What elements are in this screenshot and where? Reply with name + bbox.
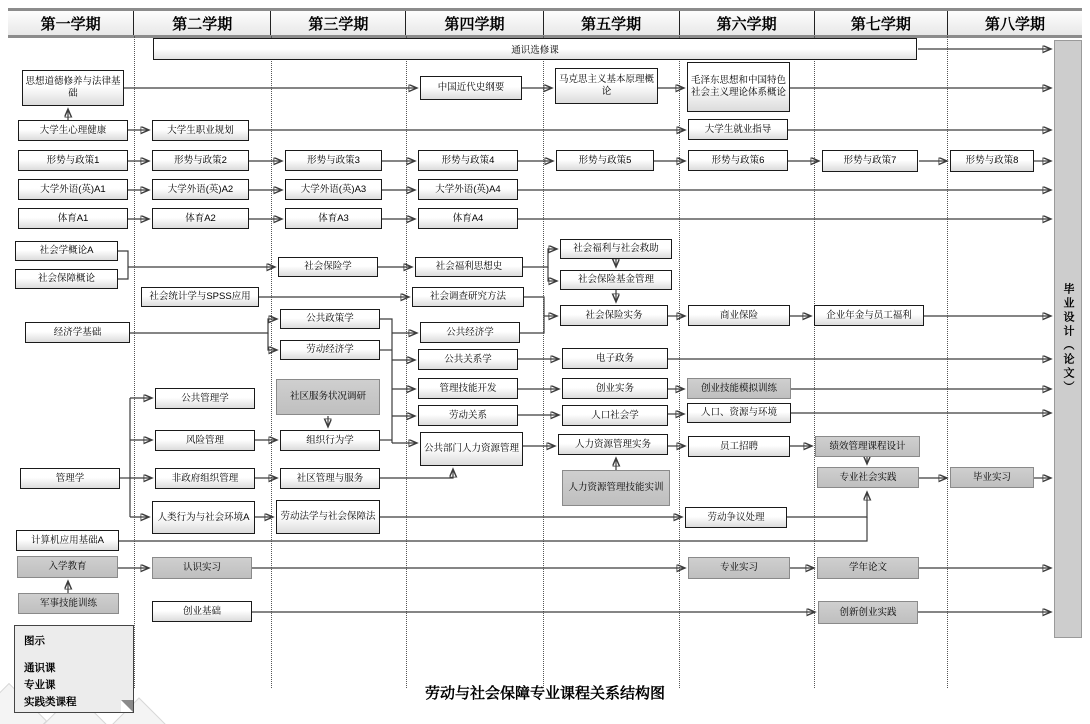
- course-box-modern-history[interactable]: 中国近代史纲要: [420, 76, 522, 100]
- column-divider: [814, 36, 815, 688]
- course-box-ss-intro[interactable]: 社会保障概论: [15, 269, 118, 289]
- course-box-econ-basic[interactable]: 经济学基础: [25, 322, 130, 343]
- course-box-welfare-aid[interactable]: 社会福利与社会救助: [560, 239, 672, 259]
- course-box-community-mgmt[interactable]: 社区管理与服务: [280, 468, 380, 489]
- course-box-marxism[interactable]: 马克思主义基本原理概论: [555, 68, 658, 104]
- course-box-prof-intern[interactable]: 专业实习: [688, 557, 790, 579]
- course-box-ideology[interactable]: 思想道德修养与法律基础: [22, 70, 124, 106]
- course-box-pe4[interactable]: 体育A4: [418, 208, 518, 229]
- course-box-community-survey[interactable]: 社区服务状况调研: [276, 379, 380, 415]
- semester-header-5: 第五学期: [543, 11, 679, 35]
- course-box-org-behavior[interactable]: 组织行为学: [280, 430, 380, 451]
- course-box-fsz2[interactable]: 形势与政策2: [152, 150, 249, 171]
- course-box-fsz5[interactable]: 形势与政策5: [556, 150, 654, 171]
- course-box-fsz3[interactable]: 形势与政策3: [285, 150, 382, 171]
- course-box-risk-mgmt[interactable]: 风险管理: [155, 430, 255, 451]
- course-box-pub-policy[interactable]: 公共政策学: [280, 309, 380, 329]
- column-divider: [406, 36, 407, 688]
- course-box-si-practice[interactable]: 社会保险实务: [560, 305, 668, 326]
- semester-header-3: 第三学期: [270, 11, 405, 35]
- course-box-pub-mgmt[interactable]: 公共管理学: [155, 388, 255, 409]
- semester-header-6: 第六学期: [679, 11, 814, 35]
- course-box-fsz4[interactable]: 形势与政策4: [418, 150, 518, 171]
- course-box-pe2[interactable]: 体育A2: [152, 208, 249, 229]
- course-box-entre-basic[interactable]: 创业基础: [152, 601, 252, 622]
- course-box-pub-hr[interactable]: 公共部门人力资源管理: [420, 432, 523, 466]
- course-box-perf-mgmt-design[interactable]: 绩效管理课程设计: [815, 436, 920, 457]
- legend-header: 图示: [24, 635, 45, 647]
- course-box-pub-relations[interactable]: 公共关系学: [418, 349, 518, 370]
- course-box-fsz7[interactable]: 形势与政策7: [822, 150, 918, 172]
- graduation-design-label: 毕业设计（论文）: [1062, 283, 1074, 395]
- course-box-orientation[interactable]: 入学教育: [17, 556, 118, 578]
- diagram-title: 劳动与社会保障专业课程关系结构图: [424, 685, 665, 702]
- course-box-survey-methods[interactable]: 社会调查研究方法: [412, 287, 524, 307]
- course-box-fsz8[interactable]: 形势与政策8: [950, 150, 1034, 172]
- course-box-labor-law[interactable]: 劳动法学与社会保障法: [276, 500, 380, 534]
- course-box-job-guidance[interactable]: 大学生就业指导: [688, 119, 788, 140]
- course-box-eng2[interactable]: 大学外语(英)A2: [152, 179, 249, 200]
- course-box-annual-paper[interactable]: 学年论文: [817, 557, 919, 579]
- course-box-pop-env[interactable]: 人口、资源与环境: [687, 403, 791, 423]
- course-box-spss[interactable]: 社会统计学与SPSS应用: [141, 287, 259, 307]
- course-box-fsz1[interactable]: 形势与政策1: [18, 150, 128, 171]
- semester-header-4: 第四学期: [405, 11, 542, 35]
- course-box-pension-welfare[interactable]: 企业年金与员工福利: [814, 305, 924, 326]
- course-box-pe1[interactable]: 体育A1: [18, 208, 128, 229]
- course-box-grad-intern[interactable]: 毕业实习: [950, 467, 1034, 488]
- course-box-hr-practice[interactable]: 人力资源管理实务: [558, 434, 668, 455]
- course-box-entre-practice[interactable]: 创业实务: [562, 378, 668, 399]
- course-box-psych-health[interactable]: 大学生心理健康: [18, 120, 128, 141]
- legend-item-major: 专业课: [24, 679, 56, 691]
- course-box-pub-econ[interactable]: 公共经济学: [420, 322, 520, 343]
- course-box-eng4[interactable]: 大学外语(英)A4: [418, 179, 518, 200]
- semester-header-7: 第七学期: [814, 11, 947, 35]
- course-box-pe3[interactable]: 体育A3: [285, 208, 382, 229]
- course-box-pop-sociology[interactable]: 人口社会学: [562, 405, 668, 426]
- legend-item-practice: 实践类课程: [24, 696, 77, 708]
- course-box-recruitment[interactable]: 员工招聘: [688, 436, 790, 457]
- course-box-cognition-intern[interactable]: 认识实习: [152, 557, 252, 579]
- course-box-fund-mgmt[interactable]: 社会保险基金管理: [560, 270, 672, 290]
- general-elective-banner[interactable]: 通识选修课: [153, 38, 917, 60]
- course-box-egov[interactable]: 电子政务: [562, 348, 668, 369]
- course-box-eng1[interactable]: 大学外语(英)A1: [18, 179, 128, 200]
- course-box-military-training[interactable]: 军事技能训练: [18, 593, 119, 614]
- course-box-labor-dispute[interactable]: 劳动争议处理: [685, 507, 787, 528]
- course-box-eng3[interactable]: 大学外语(英)A3: [285, 179, 382, 200]
- course-box-innovation-practice[interactable]: 创新创业实践: [818, 601, 918, 624]
- course-box-commercial-insurance[interactable]: 商业保险: [688, 305, 790, 326]
- course-box-computer-basic[interactable]: 计算机应用基础A: [16, 530, 119, 551]
- column-divider: [271, 36, 272, 688]
- graduation-design-bar[interactable]: [1054, 40, 1082, 638]
- column-divider: [134, 36, 135, 688]
- course-box-fsz6[interactable]: 形势与政策6: [688, 150, 788, 171]
- course-box-mao-theory[interactable]: 毛泽东思想和中国特色社会主义理论体系概论: [687, 62, 790, 112]
- semester-header-1: 第一学期: [40, 15, 101, 33]
- course-box-ngo-mgmt[interactable]: 非政府组织管理: [155, 468, 255, 489]
- semester-header-8: 第八学期: [947, 11, 1082, 35]
- semester-header-2: 第二学期: [133, 11, 270, 35]
- course-box-welfare-history[interactable]: 社会福利思想史: [415, 257, 523, 277]
- course-box-social-practice[interactable]: 专业社会实践: [817, 467, 919, 488]
- course-box-sociology-intro[interactable]: 社会学概论A: [15, 241, 118, 261]
- legend-item-general: 通识课: [24, 662, 56, 674]
- course-box-career-plan[interactable]: 大学生职业规划: [152, 120, 249, 141]
- course-box-mgmt-skills[interactable]: 管理技能开发: [418, 378, 518, 399]
- course-box-entre-sim[interactable]: 创业技能模拟训练: [687, 378, 791, 399]
- course-box-labor-econ[interactable]: 劳动经济学: [280, 340, 380, 360]
- column-divider: [947, 36, 948, 688]
- course-box-human-behavior[interactable]: 人类行为与社会环境A: [152, 501, 255, 534]
- course-box-management[interactable]: 管理学: [20, 468, 120, 489]
- course-box-social-insurance[interactable]: 社会保险学: [278, 257, 378, 277]
- course-box-labor-relations[interactable]: 劳动关系: [418, 405, 518, 426]
- semester-header-bar: [8, 8, 1082, 38]
- column-divider: [543, 36, 544, 688]
- course-box-hr-training[interactable]: 人力资源管理技能实训: [562, 470, 670, 506]
- column-divider: [679, 36, 680, 688]
